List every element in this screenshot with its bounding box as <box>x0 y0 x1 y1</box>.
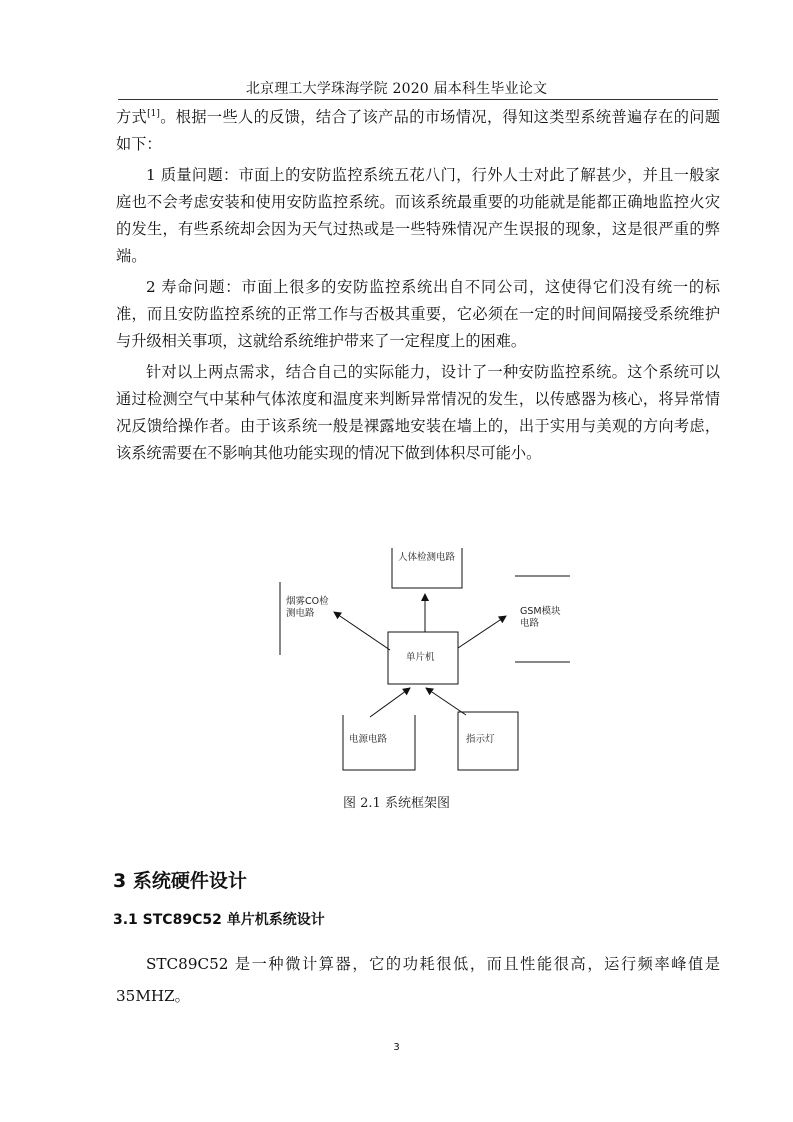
page-header: 北京理工大学珠海学院 2020 届本科生毕业论文 <box>245 81 548 97</box>
arrow-mcu-co <box>334 612 390 650</box>
citation-ref[interactable]: [1] <box>147 108 160 119</box>
power-label: 电源电路 <box>349 734 388 745</box>
page-number: 3 <box>393 1042 400 1053</box>
paragraph-stc89c52: STC89C52 是一种微计算器，它的功耗很低，而且性能很高，运行频率峰值是 35MHZ。 <box>116 955 720 1005</box>
subsection-heading: 3.1 STC89C52 单片机系统设计 <box>113 912 325 928</box>
intro-paragraph <box>116 104 720 158</box>
intro-text-end: 。根据一些人的反馈，结合了该产品的市场情况，得知这类型系统普遍存在的问题如下： <box>116 108 721 153</box>
mcu-label: 单片机 <box>406 652 435 663</box>
paragraph-lifespan: 2 寿命问题：市面上很多的安防监控系统出自不同公司，这使得它们没有统一的标准，而且安防监控系统的正常工作与否极其重要，它必须在一定的时间间隔接受系统维护与升级相关事项，这就给系统维护带来了一定程度上的困难。 <box>116 278 720 350</box>
indicator-label: 指示灯 <box>466 734 495 745</box>
gsm-label: GSM模块电路 <box>520 606 561 629</box>
human-detect-label: 人体检测电路 <box>398 552 456 563</box>
paragraph-design: 针对以上两点需求，结合自己的实际能力，设计了一种安防监控系统。这个系统可以通过检测空气中某种气体浓度和温度来判断异常情况的发生，以传感器为核心，将异常情况反馈给操作者。由于该系统一般是裸露地安装在墙上的，出于实用与美观的方向考虑，该系统需要在不影响其他功能实现的情况下做到体积尽可能小。 <box>116 363 720 462</box>
section-heading: 3 系统硬件设计 <box>113 870 247 892</box>
arrow-power-mcu <box>370 688 410 717</box>
header-rule <box>118 99 718 100</box>
system-block-diagram <box>270 540 580 780</box>
figure-caption: 图 2.1 系统框架图 <box>343 796 450 811</box>
co-detect-label: 烟雾CO检测电路 <box>286 596 329 619</box>
body-text <box>116 104 720 471</box>
arrow-indicator-mcu <box>426 688 466 715</box>
intro-text-start: 方式 <box>116 108 148 126</box>
arrow-mcu-gsm <box>458 616 506 648</box>
paragraph-quality: 1 质量问题：市面上的安防监控系统五花八门，行外人士对此了解甚少，并且一般家庭也不会考虑安装和使用安防监控系统。而该系统最重要的功能就是能都正确地监控火灾的发生，有些系统却会因为天气过热或是一些特殊情况产生误报的现象，这是很严重的弊端。 <box>116 166 720 265</box>
